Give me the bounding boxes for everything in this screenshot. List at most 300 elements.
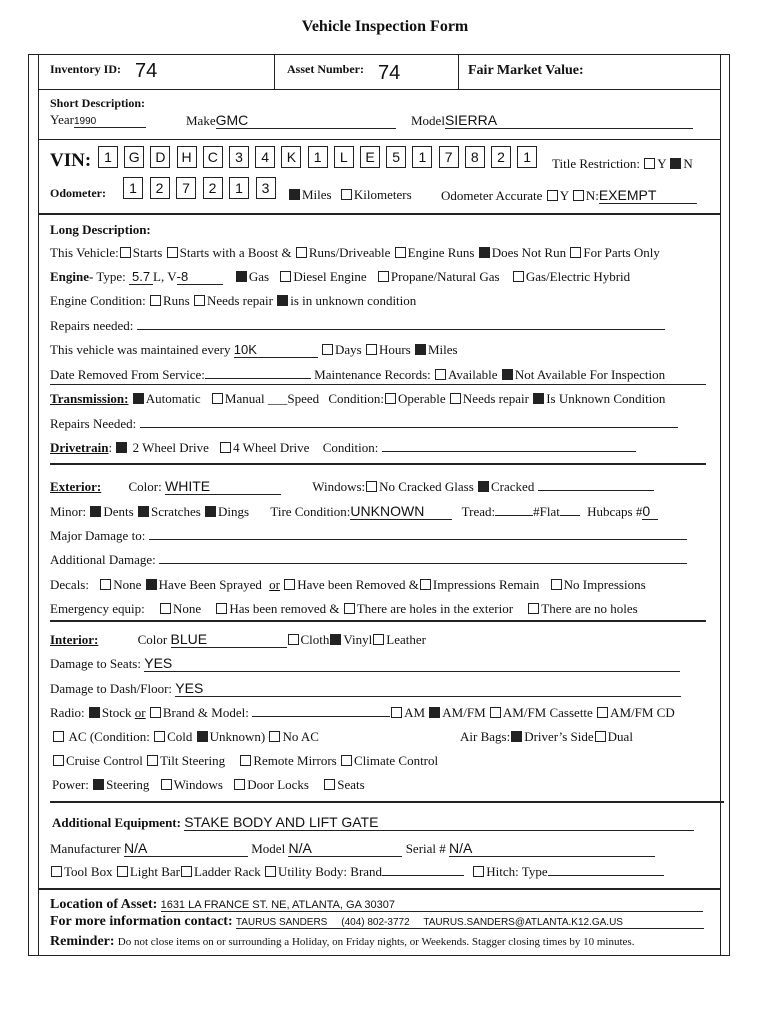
odometer-digit-box[interactable]: 3 — [256, 177, 276, 199]
ac-checkbox[interactable] — [53, 731, 64, 742]
vin-char-box[interactable]: K — [281, 146, 301, 168]
stock-label: Stock — [101, 705, 132, 720]
ac-row — [52, 729, 319, 745]
scratches-checkbox[interactable] — [138, 506, 149, 517]
power-locks-label: Door Locks — [247, 777, 309, 792]
scratches-label: Scratches — [150, 504, 201, 519]
odometer-digit-box[interactable]: 1 — [123, 177, 143, 199]
power-seats-checkbox[interactable] — [324, 779, 335, 790]
climate-label: Climate Control — [353, 753, 439, 768]
vin-char-box[interactable]: 1 — [98, 146, 118, 168]
no-crack-label: No Cracked Glass — [379, 479, 474, 494]
manual-label: Manual — [224, 391, 265, 406]
major-damage-row — [50, 528, 687, 544]
exterior-divider — [50, 463, 706, 465]
equip-model-value[interactable]: N/A — [288, 840, 402, 857]
lightbar-label: Light Bar — [129, 864, 181, 879]
days-label: Days — [335, 342, 362, 357]
make-label: Make — [186, 113, 216, 128]
manufacturer-value[interactable]: N/A — [124, 840, 248, 857]
ac-unknown-checkbox[interactable] — [197, 731, 208, 742]
cylinders-value[interactable]: -8 — [177, 269, 223, 285]
decals-removed-checkbox[interactable] — [284, 579, 295, 590]
int-color-label: Color — [137, 632, 168, 647]
vin-char-box[interactable]: 1 — [412, 146, 432, 168]
hitch-label: Hitch: Type — [486, 864, 548, 879]
ext-color-value[interactable]: WHITE — [165, 478, 281, 495]
cracked-label: Cracked — [491, 479, 535, 494]
decals-label: Decals: — [50, 577, 89, 592]
transmission-label: Transmission: — [50, 391, 129, 406]
lightbar-checkbox[interactable] — [117, 866, 128, 877]
hybrid-label: Gas/Electric Hybrid — [525, 269, 631, 284]
no-holes-label: There are no holes — [541, 601, 638, 616]
removed-row — [50, 367, 665, 383]
ac-label: AC (Condition: — [68, 729, 150, 744]
engine-runs-label: Engine Runs — [407, 245, 475, 260]
brand-label: Brand & Model: — [162, 705, 249, 720]
starts-label: Starts — [132, 245, 163, 260]
drive-condition-label: Condition: — [322, 440, 379, 455]
reminder-label: Reminder: — [50, 934, 115, 949]
records-available-label: Available — [447, 367, 498, 382]
cd-checkbox[interactable] — [597, 707, 608, 718]
not-run-label: Does Not Run — [491, 245, 567, 260]
year-field — [50, 112, 146, 128]
emergency-removed-label: Has been removed & — [229, 601, 340, 616]
decals-none-label: None — [113, 577, 142, 592]
power-steering-checkbox[interactable] — [93, 779, 104, 790]
parts-checkbox[interactable] — [570, 247, 581, 258]
no-holes-checkbox[interactable] — [528, 603, 539, 614]
long-desc-label: Long Description: — [50, 222, 151, 237]
vin-char-box[interactable]: G — [124, 146, 144, 168]
runs-label: Runs/Driveable — [308, 245, 391, 260]
odometer-accurate — [441, 187, 697, 204]
seats-row — [50, 655, 680, 672]
radio-or: or — [134, 705, 146, 720]
power-label: Power: — [52, 777, 89, 792]
airbags-group — [460, 729, 633, 745]
power-row — [52, 777, 365, 793]
no-ac-label: No AC — [282, 729, 319, 744]
leather-label: Leather — [386, 632, 426, 647]
kilometers-checkbox[interactable] — [341, 189, 352, 200]
minor-row — [50, 503, 658, 520]
holes-label: There are holes in the exterior — [356, 601, 514, 616]
additional-damage-field[interactable] — [159, 563, 687, 564]
short-divider — [38, 139, 720, 140]
title-restriction-label: Title Restriction: — [552, 156, 640, 171]
hours-label: Hours — [378, 342, 411, 357]
dents-checkbox[interactable] — [90, 506, 101, 517]
4wd-label: 4 Wheel Drive — [233, 440, 310, 455]
radio-row — [50, 705, 675, 721]
title-y-checkbox[interactable] — [644, 158, 655, 169]
vin-char-box[interactable]: 7 — [439, 146, 459, 168]
fmv-label: Fair Market Value: — [468, 63, 584, 78]
trans-condition-label: Condition: — [328, 391, 385, 406]
seats-label: Damage to Seats: — [50, 656, 141, 671]
vin-char-box[interactable]: D — [150, 146, 170, 168]
liters-value[interactable]: 5.7 — [129, 269, 153, 285]
maintenance-interval[interactable]: 10K — [234, 342, 318, 358]
toolbox-checkbox[interactable] — [51, 866, 62, 877]
equipment-label: Additional Equipment: — [52, 815, 181, 830]
maint-miles-checkbox[interactable] — [415, 344, 426, 355]
records-label: Maintenance Records: — [314, 367, 431, 382]
no-ac-checkbox[interactable] — [269, 731, 280, 742]
power-windows-label: Windows — [173, 777, 223, 792]
4wd-checkbox[interactable] — [220, 442, 231, 453]
cassette-label: AM/FM Cassette — [502, 705, 593, 720]
automatic-checkbox[interactable] — [133, 393, 144, 404]
emergency-row — [50, 601, 638, 617]
parts-label: For Parts Only — [583, 245, 660, 260]
tire-value[interactable]: UNKNOWN — [350, 503, 452, 520]
records-not-available-label: Not Available For Inspection — [514, 367, 666, 382]
vin-char-box[interactable]: 8 — [465, 146, 485, 168]
driver-airbag-checkbox[interactable] — [511, 731, 522, 742]
vin-char-box[interactable]: E — [360, 146, 380, 168]
trans-unknown-checkbox[interactable] — [533, 393, 544, 404]
title-y-label: Y — [657, 156, 667, 171]
location-row — [50, 896, 703, 913]
repairs-needed-label: Repairs needed: — [50, 318, 134, 333]
vehicle-label: This Vehicle: — [50, 245, 119, 260]
decals-sprayed-label: Have Been Sprayed — [158, 577, 262, 592]
miles-label: Miles — [302, 187, 332, 202]
ac-cold-checkbox[interactable] — [154, 731, 165, 742]
vinyl-label: Vinyl — [343, 632, 373, 647]
propane-label: Propane/Natural Gas — [390, 269, 500, 284]
engine-repair-checkbox[interactable] — [194, 295, 205, 306]
repairs-needed-row — [50, 318, 665, 334]
dual-airbag-checkbox[interactable] — [595, 731, 606, 742]
mirrors-checkbox[interactable] — [240, 755, 251, 766]
power-windows-checkbox[interactable] — [161, 779, 172, 790]
tire-label: Tire Condition: — [270, 504, 351, 519]
header-divider — [38, 89, 720, 90]
vin-char-box[interactable]: 4 — [255, 146, 275, 168]
major-damage-label: Major Damage to: — [50, 528, 146, 543]
interior-divider — [50, 620, 706, 622]
brand-field[interactable] — [252, 716, 390, 717]
vin-divider — [38, 213, 720, 215]
additional-damage-row — [50, 552, 687, 568]
manufacturer-label: Manufacturer — [50, 841, 121, 856]
trans-repair-checkbox[interactable] — [450, 393, 461, 404]
maintenance-row — [50, 342, 458, 358]
hours-checkbox[interactable] — [366, 344, 377, 355]
dings-checkbox[interactable] — [205, 506, 216, 517]
power-seats-label: Seats — [337, 777, 365, 792]
engine-runs-checkbox[interactable] — [395, 247, 406, 258]
odometer-digit-box[interactable]: 2 — [203, 177, 223, 199]
cruise-checkbox[interactable] — [53, 755, 64, 766]
int-color-value[interactable]: BLUE — [171, 631, 287, 648]
cd-label: AM/FM CD — [610, 705, 675, 720]
days-checkbox[interactable] — [322, 344, 333, 355]
odometer-accurate-label: Odometer Accurate — [441, 188, 543, 203]
ac-unknown-label: Unknown) — [209, 729, 266, 744]
model-value[interactable]: SIERRA — [445, 112, 693, 129]
title-restriction — [552, 156, 693, 172]
accurate-n-value[interactable]: EXEMPT — [599, 187, 697, 204]
flat-field[interactable] — [560, 515, 580, 516]
odometer-label: Odometer: — [50, 186, 106, 200]
2wd-checkbox[interactable] — [116, 442, 127, 453]
tools-row — [50, 864, 664, 880]
accurate-n-label: N: — [585, 188, 599, 203]
model-label: Model — [411, 113, 445, 128]
gas-checkbox[interactable] — [236, 271, 247, 282]
seats-value[interactable]: YES — [144, 655, 680, 672]
miles-checkbox[interactable] — [289, 189, 300, 200]
dings-label: Dings — [218, 504, 250, 519]
utility-checkbox[interactable] — [265, 866, 276, 877]
holes-checkbox[interactable] — [344, 603, 355, 614]
cruise-label: Cruise Control — [66, 753, 143, 768]
engine-runs-cond-checkbox[interactable] — [150, 295, 161, 306]
equipment-row — [52, 814, 694, 831]
driver-airbag-label: Driver’s Side — [524, 729, 594, 744]
utility-brand-field[interactable] — [382, 875, 464, 876]
engine-repair-label: Needs repair — [206, 293, 273, 308]
asset-label: Asset Number: — [287, 62, 364, 76]
make-field — [186, 112, 396, 129]
amfm-label: AM/FM — [442, 705, 486, 720]
trans-unknown-label: Is Unknown Condition — [546, 391, 666, 406]
decals-none-checkbox[interactable] — [100, 579, 111, 590]
stock-checkbox[interactable] — [89, 707, 100, 718]
not-run-checkbox[interactable] — [479, 247, 490, 258]
cloth-checkbox[interactable] — [288, 634, 299, 645]
power-steering-label: Steering — [106, 777, 150, 792]
odometer-units — [288, 187, 412, 203]
speed-label: ___Speed — [267, 391, 320, 406]
ac-cold-label: Cold — [167, 729, 193, 744]
vin-char-box[interactable]: 1 — [517, 146, 537, 168]
year-label: Year — [50, 112, 74, 127]
ladder-label: Ladder Rack — [194, 864, 261, 879]
exterior-row — [50, 478, 654, 495]
accurate-n-checkbox[interactable] — [573, 190, 584, 201]
removed-underline — [50, 384, 706, 385]
tilt-checkbox[interactable] — [147, 755, 158, 766]
contact-row — [50, 913, 704, 930]
emergency-label: Emergency equip: — [50, 601, 145, 616]
vin-char-box[interactable]: C — [203, 146, 223, 168]
equipment-divider — [50, 801, 724, 803]
vehicle-status-row — [50, 245, 660, 261]
contact-label: For more information contact: — [50, 914, 233, 929]
model-field — [411, 112, 693, 129]
maint-miles-label: Miles — [428, 342, 458, 357]
diesel-label: Diesel Engine — [293, 269, 367, 284]
no-crack-checkbox[interactable] — [366, 481, 377, 492]
ladder-checkbox[interactable] — [181, 866, 192, 877]
boost-checkbox[interactable] — [167, 247, 178, 258]
decals-removed-label: Have been Removed & — [297, 577, 419, 592]
accurate-y-label: Y — [559, 188, 569, 203]
header-col1 — [274, 54, 275, 89]
toolbox-label: Tool Box — [64, 864, 113, 879]
climate-checkbox[interactable] — [341, 755, 352, 766]
decals-or: or — [269, 577, 280, 592]
mirrors-label: Remote Mirrors — [253, 753, 337, 768]
accurate-y-checkbox[interactable] — [547, 190, 558, 201]
inventory-label: Inventory ID: — [50, 62, 121, 76]
odometer-digit-box[interactable]: 2 — [150, 177, 170, 199]
transmission-row — [50, 391, 665, 407]
starts-checkbox[interactable] — [120, 247, 131, 258]
reminder-text: Do not close items on or surrounding a Holiday, on Friday nights, or Weekends. Stagger closing times by 10 minutes. — [117, 936, 635, 948]
form-title: Vehicle Inspection Form — [301, 18, 469, 35]
no-impressions-label: No Impressions — [563, 577, 646, 592]
dual-airbag-label: Dual — [607, 729, 633, 744]
engine-condition-label: Engine Condition: — [50, 293, 146, 308]
interior-label: Interior: — [50, 632, 99, 647]
ext-color-label: Color: — [128, 479, 162, 494]
airbags-label: Air Bags: — [460, 729, 511, 744]
boost-label: Starts with a Boost & — [179, 245, 292, 260]
asset-value[interactable]: 74 — [378, 62, 401, 84]
major-damage-field[interactable] — [149, 539, 687, 540]
engine-unknown-label: is in unknown condition — [290, 293, 417, 308]
emergency-none-label: None — [172, 601, 202, 616]
hubcaps-label: Hubcaps # — [587, 504, 643, 519]
engine-label: Engine- — [50, 269, 94, 284]
runs-checkbox[interactable] — [296, 247, 307, 258]
vinyl-checkbox[interactable] — [330, 634, 341, 645]
emergency-removed-checkbox[interactable] — [216, 603, 227, 614]
liters-suffix: L, V — [153, 269, 177, 284]
cloth-label: Cloth — [300, 632, 330, 647]
utility-label: Utility Body: Brand — [278, 864, 383, 879]
tread-field[interactable] — [495, 515, 533, 516]
decals-sprayed-checkbox[interactable] — [146, 579, 157, 590]
am-label: AM — [404, 705, 426, 720]
emergency-none-checkbox[interactable] — [160, 603, 171, 614]
cracked-checkbox[interactable] — [478, 481, 489, 492]
vin-char-box[interactable]: H — [177, 146, 197, 168]
repairs-needed-field[interactable] — [137, 329, 665, 330]
odometer-digit-box[interactable]: 7 — [176, 177, 196, 199]
cruise-row — [52, 753, 438, 769]
operable-checkbox[interactable] — [385, 393, 396, 404]
propane-checkbox[interactable] — [378, 271, 389, 282]
trans-repair-label: Needs repair — [462, 391, 529, 406]
hitch-type-field[interactable] — [548, 875, 664, 876]
title-n-checkbox[interactable] — [670, 158, 681, 169]
amfm-checkbox[interactable] — [429, 707, 440, 718]
tread-label: Tread: — [461, 504, 496, 519]
kilometers-label: Kilometers — [353, 187, 412, 202]
gas-label: Gas — [248, 269, 270, 284]
hubcaps-value[interactable]: 0 — [642, 503, 658, 520]
additional-damage-label: Additional Damage: — [50, 552, 156, 567]
vin-boxes[interactable] — [98, 146, 548, 170]
impressions-remain-label: Impressions Remain — [432, 577, 540, 592]
manual-checkbox[interactable] — [212, 393, 223, 404]
cracked-field[interactable] — [538, 490, 654, 491]
removed-date-field[interactable] — [205, 378, 311, 379]
contact-value[interactable]: TAURUS SANDERS (404) 802-3772 TAURUS.SANDERS@ATLANTA.K12.GA.US — [236, 917, 704, 929]
hybrid-checkbox[interactable] — [513, 271, 524, 282]
windows-label: Windows: — [312, 479, 366, 494]
vin-char-box[interactable]: L — [334, 146, 354, 168]
vin-char-box[interactable]: 5 — [386, 146, 406, 168]
equip-model-label: Model — [251, 841, 286, 856]
impressions-remain-checkbox[interactable] — [420, 579, 431, 590]
odometer-boxes[interactable] — [123, 177, 283, 201]
vin-char-box[interactable]: 3 — [229, 146, 249, 168]
no-impressions-checkbox[interactable] — [551, 579, 562, 590]
odometer-digit-box[interactable]: 1 — [229, 177, 249, 199]
decals-row — [50, 577, 646, 593]
serial-value[interactable]: N/A — [449, 840, 655, 857]
power-locks-checkbox[interactable] — [234, 779, 245, 790]
engine-row — [50, 269, 630, 285]
minor-label: Minor: — [50, 504, 87, 519]
records-available-checkbox[interactable] — [435, 369, 446, 380]
location-value[interactable]: 1631 LA FRANCE ST. NE, ATLANTA, GA 30307 — [161, 899, 703, 912]
location-label: Location of Asset: — [50, 897, 158, 912]
records-not-available-checkbox[interactable] — [502, 369, 513, 380]
cassette-checkbox[interactable] — [490, 707, 501, 718]
am-checkbox[interactable] — [391, 707, 402, 718]
repairs2-label: Repairs Needed: — [50, 416, 137, 431]
dash-value[interactable]: YES — [175, 680, 681, 697]
repairs2-field[interactable] — [140, 427, 678, 428]
equipment-value[interactable]: STAKE BODY AND LIFT GATE — [184, 814, 694, 831]
2wd-label: 2 Wheel Drive — [132, 440, 209, 455]
location-divider — [38, 888, 720, 890]
engine-runs-cond-label: Runs — [162, 293, 190, 308]
leather-checkbox[interactable] — [373, 634, 384, 645]
interior-row — [50, 631, 426, 648]
diesel-checkbox[interactable] — [280, 271, 291, 282]
dash-label: Damage to Dash/Floor: — [50, 681, 173, 696]
reminder-row — [50, 933, 634, 950]
make-value[interactable]: GMC — [216, 112, 396, 129]
drivetrain-row: Drivetrain: 2 Wheel Drive 4 Wheel Drive Condition: — [50, 440, 636, 456]
engine-condition-row — [50, 293, 416, 309]
vin-char-box[interactable]: 2 — [491, 146, 511, 168]
vin-label: VIN: — [50, 150, 92, 171]
maintenance-label: This vehicle was maintained every — [50, 342, 231, 357]
engine-unknown-checkbox[interactable] — [277, 295, 288, 306]
drivetrain-label: Drivetrain — [50, 440, 109, 455]
title-n-label: N — [683, 156, 693, 171]
dash-row — [50, 680, 681, 697]
automatic-label: Automatic — [145, 391, 201, 406]
repairs2-row — [50, 416, 678, 432]
hitch-checkbox[interactable] — [473, 866, 484, 877]
short-desc-label: Short Description: — [50, 96, 145, 110]
inner-left-border — [38, 54, 39, 956]
year-value[interactable]: 1990 — [74, 116, 146, 128]
inventory-value[interactable]: 74 — [135, 60, 158, 82]
drive-condition-field[interactable] — [382, 451, 636, 452]
header-col2 — [458, 54, 459, 89]
vin-char-box[interactable]: 1 — [308, 146, 328, 168]
brand-checkbox[interactable] — [150, 707, 161, 718]
exterior-label: Exterior: — [50, 479, 102, 494]
manufacturer-row — [50, 840, 655, 857]
dents-label: Dents — [103, 504, 134, 519]
